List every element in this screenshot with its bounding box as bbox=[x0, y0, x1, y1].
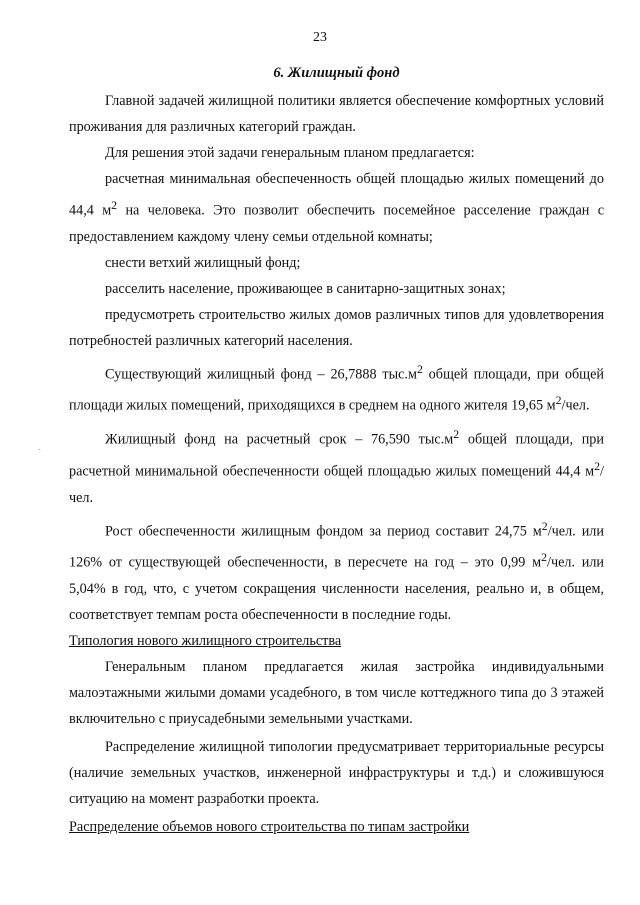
text: /чел. или 126% от существующей обеспеченности, в пересчете на год – это 0,99 м bbox=[69, 523, 604, 572]
text: общей площади, при общей площади жилых помещений, приходящихся в среднем на одного жителя 19,65 м bbox=[69, 366, 604, 415]
text: расчетная минимальная обеспеченность общей площадью жилых помещений до 44,4 м bbox=[69, 171, 604, 219]
paragraph-intro: Главной задачей жилищной политики является обеспечение комфортных условий проживания для различных категорий граждан. bbox=[69, 93, 604, 135]
paragraph-distribution: Распределение жилищной типологии предусматривает территориальные ресурсы (наличие земельных участков, инженерной инфраструктуры и т.д.) и сложившуюся ситуацию на момент разработки проекта. bbox=[69, 739, 604, 808]
paragraph-min-provision bbox=[69, 166, 604, 250]
text: Жилищный фонд на расчетный срок – 76,590 тыс.м bbox=[105, 431, 454, 448]
superscript: 2 bbox=[111, 198, 118, 212]
paragraph-existing-stock bbox=[69, 356, 604, 419]
page-number: 23 bbox=[313, 30, 327, 45]
superscript: 2 bbox=[416, 361, 423, 376]
paragraph-growth bbox=[69, 513, 604, 628]
paragraph-demolish: снести ветхий жилищный фонд; bbox=[105, 254, 301, 271]
superscript: 2 bbox=[594, 458, 601, 473]
text: /чел. bbox=[69, 463, 604, 506]
text: Рост обеспеченности жилищным фондом за период составит 24,75 м bbox=[105, 523, 542, 540]
subheading-volumes: Распределение объемов нового строительства по типам застройки bbox=[69, 819, 470, 836]
subheading-typology: Типология нового жилищного строительства bbox=[69, 633, 342, 650]
paragraph-planned-stock bbox=[69, 421, 604, 510]
page-body bbox=[69, 60, 604, 840]
paragraph-typology: Генеральным планом предлагается жилая застройка индивидуальными малоэтажными жилыми домами усадебного, в том числе коттеджного типа до 3 этажей включительно с приусадебными земельными участками. bbox=[69, 659, 604, 728]
superscript: 2 bbox=[453, 427, 460, 442]
paragraph-proposal-lead: Для решения этой задачи генеральным планом предлагается: bbox=[105, 145, 475, 161]
text: /чел. bbox=[561, 398, 590, 415]
superscript: 2 bbox=[541, 518, 548, 533]
text: /чел. или 5,04% в год, что, с учетом сокращения численности населения, реально и, в общем, соответствует темпам роста обеспеченности в последние годы. bbox=[69, 555, 604, 624]
superscript: 2 bbox=[541, 550, 547, 565]
paragraph-build: предусмотреть строительство жилых домов различных типов для удовлетворения потребностей различных категорий населения. bbox=[69, 306, 604, 349]
section-title: 6. Жилищный фонд bbox=[273, 65, 400, 81]
text: Существующий жилищный фонд – 26,7888 тыс.м bbox=[105, 366, 417, 383]
text: на человека. Это позволит обеспечить посемейное расселение граждан с предоставлением каждому члену семьи отдельной комнаты; bbox=[69, 202, 604, 245]
text: общей площади, при расчетной минимальной обеспеченности общей площадью жилых помещений 44,4 м bbox=[69, 431, 604, 480]
scan-speck: ˏ bbox=[38, 440, 42, 451]
superscript: 2 bbox=[555, 393, 562, 408]
paragraph-resettle: расселить население, проживающее в санитарно-защитных зонах; bbox=[105, 280, 506, 297]
